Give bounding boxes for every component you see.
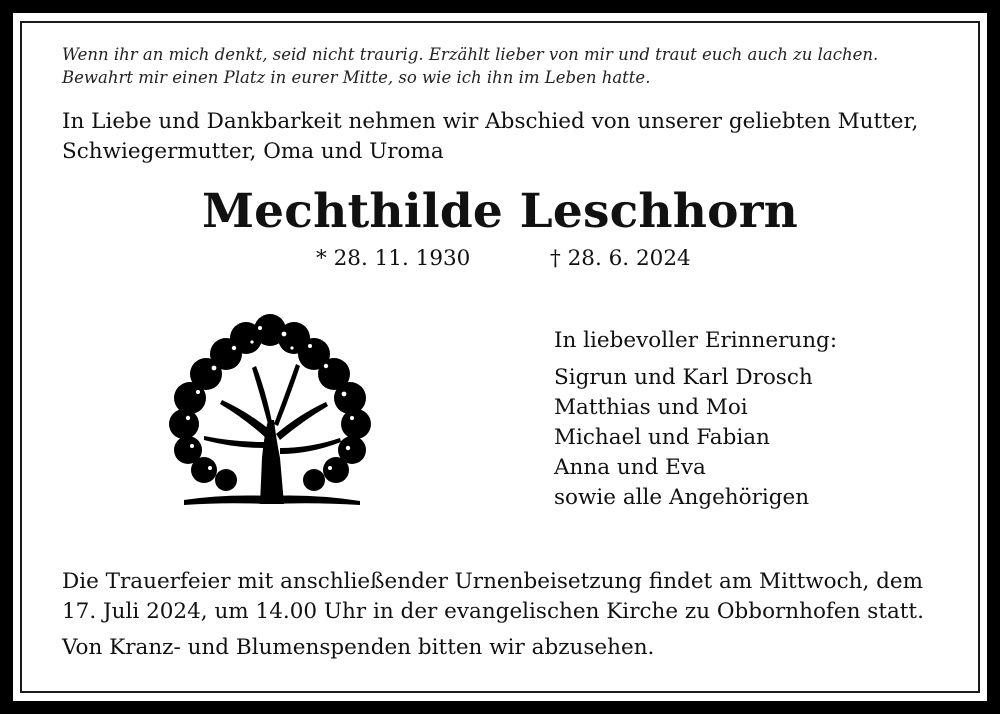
mourner-name: Sigrun und Karl Drosch xyxy=(554,365,813,390)
donation-note: Von Kranz- und Blumenspenden bitten wir abzusehen. xyxy=(62,635,655,660)
mourners-block xyxy=(554,326,837,513)
motto-quote xyxy=(62,43,878,89)
service-details xyxy=(62,567,924,663)
mourner-name: Michael und Fabian xyxy=(554,425,770,450)
death-date: † 28. 6. 2024 xyxy=(550,246,691,271)
service-line: 17. Juli 2024, um 14.00 Uhr in der evangelischen Kirche zu Obbornhofen statt. xyxy=(62,599,924,624)
birth-date: * 28. 11. 1930 xyxy=(316,246,471,271)
deceased-name: Mechthilde Leschhorn xyxy=(201,184,799,239)
mourner-name: Anna und Eva xyxy=(554,455,706,480)
mourner-name: Matthias und Moi xyxy=(554,395,748,420)
mourner-name: sowie alle Angehörigen xyxy=(554,485,810,510)
intro-text xyxy=(62,107,918,167)
service-line: Die Trauerfeier mit anschließender Urnenbeisetzung findet am Mittwoch, dem xyxy=(62,569,924,594)
intro-line: In Liebe und Dankbarkeit nehmen wir Abschied von unserer geliebten Mutter, xyxy=(62,109,919,134)
intro-line: Schwiegermutter, Oma und Uroma xyxy=(62,139,444,164)
tree-icon xyxy=(164,308,376,510)
memory-heading: In liebevoller Erinnerung: xyxy=(554,328,838,353)
motto-line: Wenn ihr an mich denkt, seid nicht traurig. Erzählt lieber von mir und traut euch auch zu lachen. xyxy=(62,45,879,64)
motto-line: Bewahrt mir einen Platz in eurer Mitte, so wie ich ihn im Leben hatte. xyxy=(62,68,651,87)
